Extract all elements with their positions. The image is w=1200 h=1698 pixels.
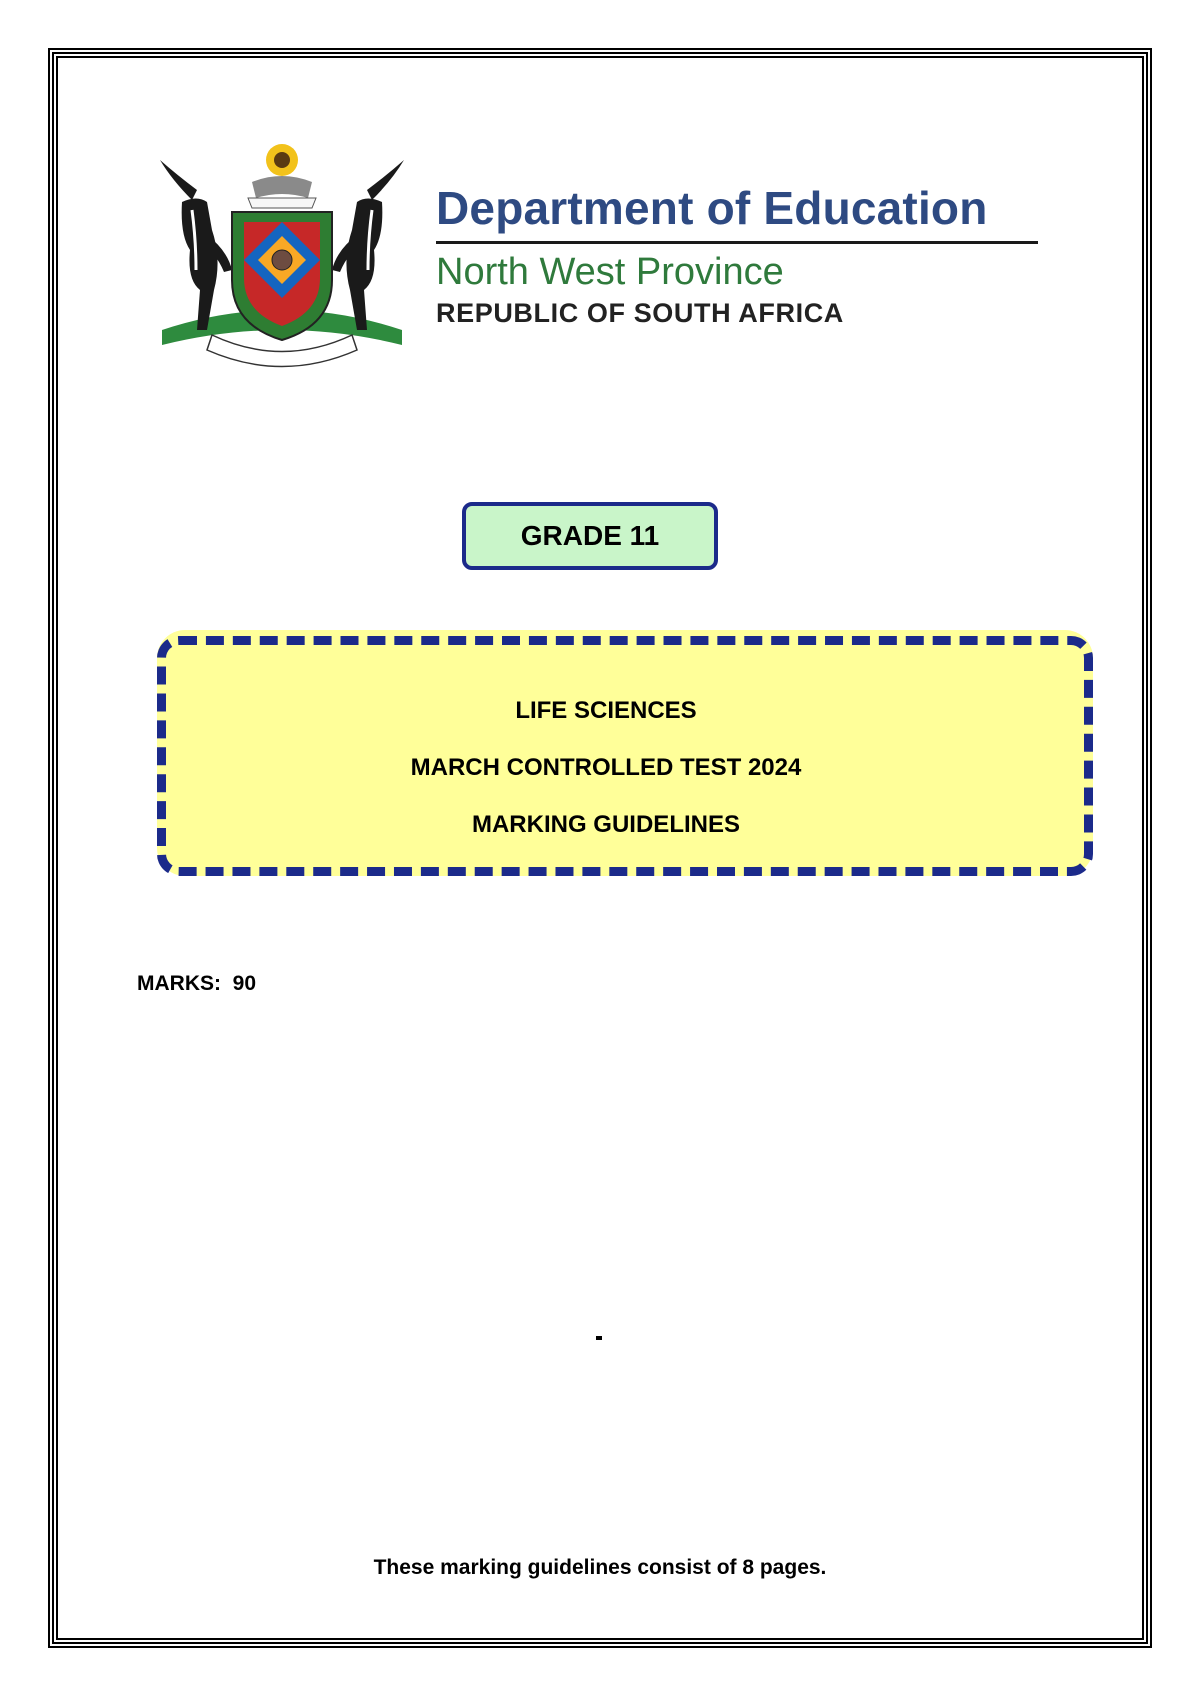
page-count-note: These marking guidelines consist of 8 pages. — [373, 1556, 827, 1579]
country-name: REPUBLIC OF SOUTH AFRICA — [436, 297, 844, 328]
department-header — [436, 182, 1046, 329]
grade-badge — [462, 502, 718, 570]
department-title: Department of Education — [436, 182, 988, 234]
test-title: MARCH CONTROLLED TEST 2024 — [410, 754, 802, 781]
marks-total: MARKS: 90 — [137, 972, 257, 995]
document-type: MARKING GUIDELINES — [471, 811, 740, 838]
grade-label: GRADE 11 — [520, 520, 660, 551]
page-separator-dash — [596, 1336, 602, 1340]
subject-box — [157, 682, 1055, 853]
province-name: North West Province — [436, 251, 784, 293]
north-west-coat-of-arms-icon — [152, 140, 412, 380]
department-divider — [436, 241, 1038, 244]
subject-name: LIFE SCIENCES — [515, 697, 697, 724]
